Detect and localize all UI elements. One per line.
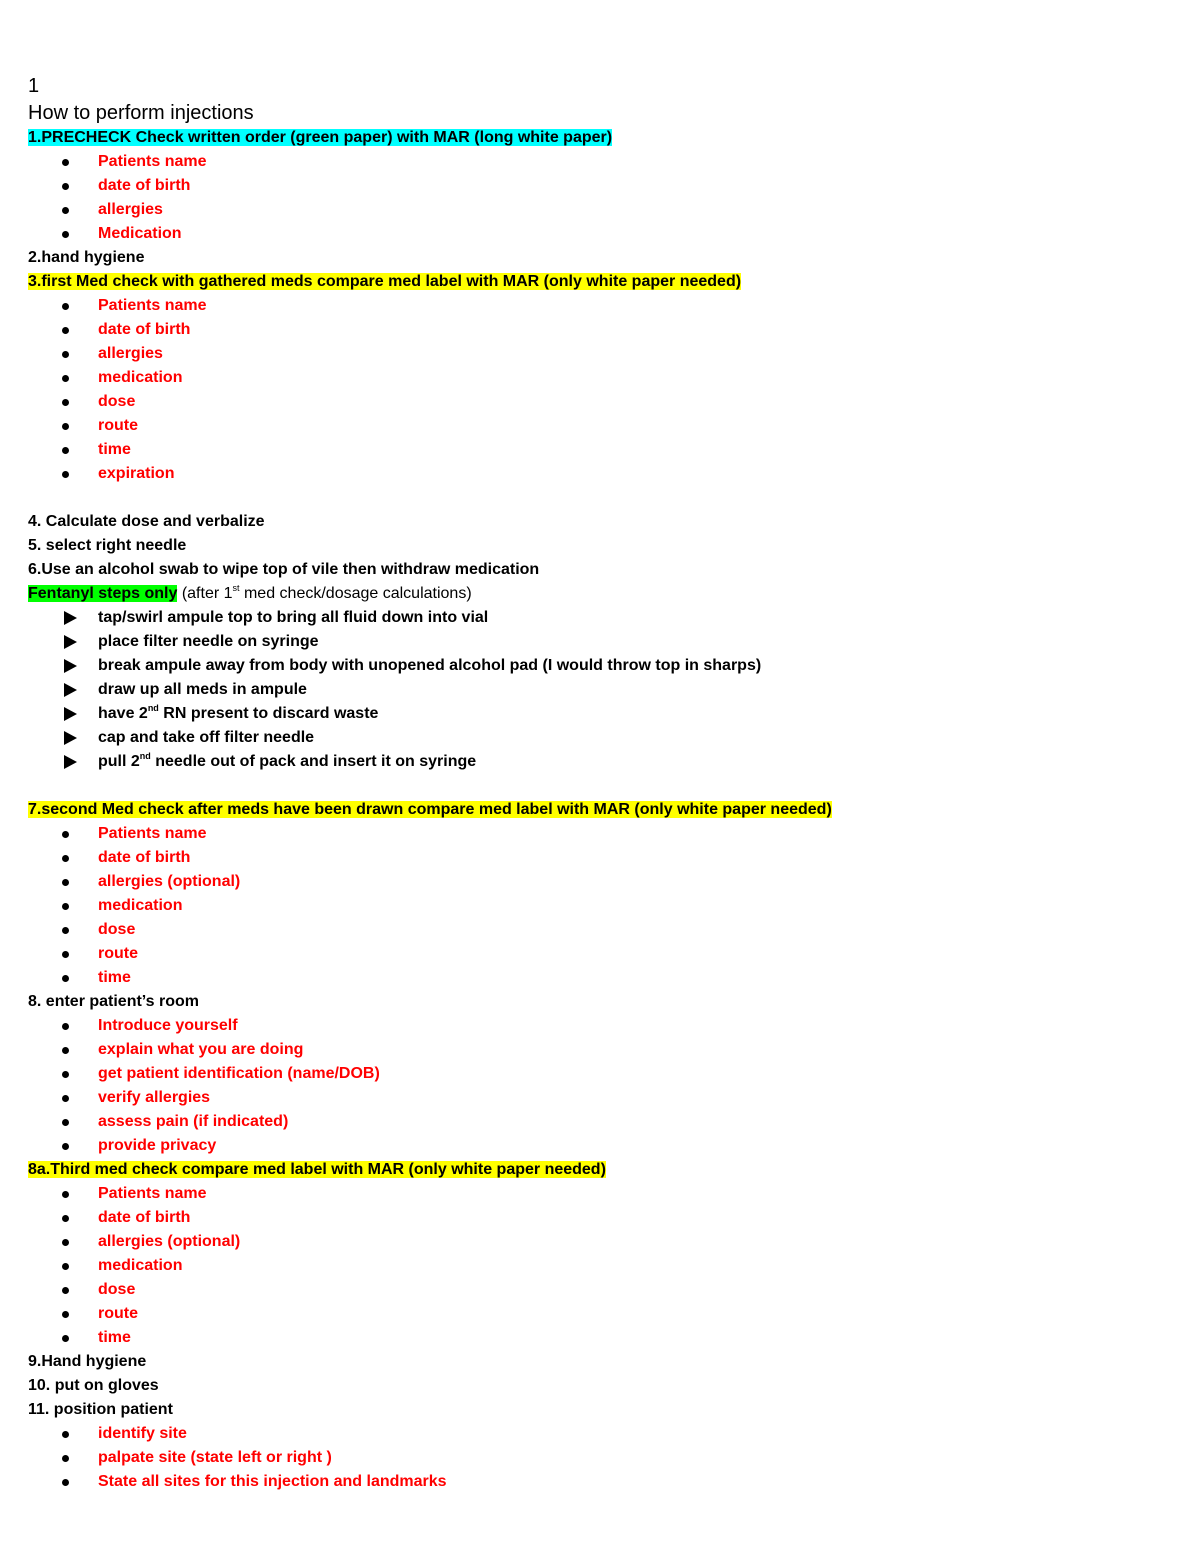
step-10: 10. put on gloves [28,1377,159,1394]
list-item [28,1086,1168,1110]
page-number: 1 [28,75,40,97]
list-item [28,294,1168,318]
step-7-list [28,822,1168,990]
list-item [28,462,1168,486]
list-item-text: allergies (optional) [98,873,241,890]
step-3-list [28,294,1168,486]
list-item-text: assess pain (if indicated) [98,1113,289,1130]
bullet-icon [62,831,69,838]
fentanyl-step-text: have 2 [98,705,148,722]
bullet-icon [62,855,69,862]
fentanyl-step-text: pull 2 [98,753,140,770]
list-item-text: identify site [98,1425,187,1442]
list-item-text: allergies [98,201,163,218]
arrow-bullet-icon [64,611,77,625]
bullet-icon [62,1479,69,1486]
bullet-icon [62,1023,69,1030]
step-4: 4. Calculate dose and verbalize [28,513,265,530]
list-item [28,894,1168,918]
step-8a-list [28,1182,1168,1350]
bullet-icon [62,951,69,958]
bullet-icon [62,1071,69,1078]
list-item [28,342,1168,366]
list-item [28,390,1168,414]
bullet-icon [62,399,69,406]
bullet-icon [62,327,69,334]
fentanyl-step-text: cap and take off filter needle [98,729,315,746]
list-item-text: dose [98,921,136,938]
step-6: 6.Use an alcohol swab to wipe top of vile then withdraw medication [28,561,540,578]
document-body [28,72,1168,1494]
fentanyl-step [28,702,1168,726]
list-item-text: route [98,945,138,962]
arrow-bullet-icon [64,635,77,649]
bullet-icon [62,927,69,934]
list-item-text: dose [98,393,136,410]
bullet-icon [62,1335,69,1342]
list-item [28,1278,1168,1302]
list-item [28,1038,1168,1062]
bullet-icon [62,1143,69,1150]
list-item [28,198,1168,222]
list-item [28,1302,1168,1326]
fentanyl-note-end: med check/dosage calculations) [239,585,472,602]
list-item-text: Patients name [98,825,207,842]
list-item [28,1446,1168,1470]
bullet-icon [62,1263,69,1270]
list-item [28,966,1168,990]
list-item [28,870,1168,894]
list-item [28,942,1168,966]
list-item [28,366,1168,390]
list-item-text: get patient identification (name/DOB) [98,1065,380,1082]
list-item [28,1182,1168,1206]
fentanyl-step-text: draw up all meds in ampule [98,681,307,698]
list-item [28,846,1168,870]
list-item-text: State all sites for this injection and landmarks [98,1473,447,1490]
list-item [28,414,1168,438]
fentanyl-step [28,654,1168,678]
fentanyl-step-text-end: RN present to discard waste [158,705,379,722]
list-item-text: Patients name [98,1185,207,1202]
bullet-icon [62,159,69,166]
step-11-heading: 11. position patient [28,1401,173,1418]
document-title: How to perform injections [28,102,254,124]
fentanyl-step [28,750,1168,774]
bullet-icon [62,975,69,982]
list-item-text: expiration [98,465,175,482]
list-item [28,318,1168,342]
list-item-text: date of birth [98,1209,191,1226]
bullet-icon [62,423,69,430]
step-8-list [28,1014,1168,1158]
fentanyl-step-text: place filter needle on syringe [98,633,319,650]
fentanyl-step-text-end: needle out of pack and insert it on syringe [150,753,477,770]
list-item [28,174,1168,198]
fentanyl-step [28,726,1168,750]
list-item [28,918,1168,942]
blank-line [28,774,1168,798]
list-item [28,1206,1168,1230]
list-item [28,1254,1168,1278]
list-item-text: time [98,441,131,458]
list-item [28,438,1168,462]
bullet-icon [62,1119,69,1126]
bullet-icon [62,1047,69,1054]
list-item-text: medication [98,897,183,914]
list-item-text: palpate site (state left or right ) [98,1449,332,1466]
list-item-text: dose [98,1281,136,1298]
list-item-text: allergies [98,345,163,362]
bullet-icon [62,1311,69,1318]
bullet-icon [62,1215,69,1222]
bullet-icon [62,471,69,478]
fentanyl-heading [28,582,1168,606]
step-3-heading: 3.first Med check with gathered meds compare med label with MAR (only white paper needed) [28,273,742,290]
step-8a-heading: 8a.Third med check compare med label with MAR (only white paper needed) [28,1161,606,1178]
bullet-icon [62,1239,69,1246]
list-item [28,150,1168,174]
list-item-text: medication [98,1257,183,1274]
step-7-heading: 7.second Med check after meds have been drawn compare med label with MAR (only white paper needed) [28,801,832,818]
list-item [28,1134,1168,1158]
list-item [28,1470,1168,1494]
bullet-icon [62,447,69,454]
list-item-text: route [98,1305,138,1322]
step-8-heading: 8. enter patient’s room [28,993,199,1010]
arrow-bullet-icon [64,707,77,721]
list-item-text: date of birth [98,177,191,194]
fentanyl-step [28,678,1168,702]
bullet-icon [62,351,69,358]
fentanyl-note-sup: st [232,583,240,593]
bullet-icon [62,879,69,886]
fentanyl-step [28,630,1168,654]
list-item-text: allergies (optional) [98,1233,241,1250]
bullet-icon [62,903,69,910]
fentanyl-label: Fentanyl steps only [28,585,178,602]
step-11-list [28,1422,1168,1494]
list-item-text: medication [98,369,183,386]
list-item [28,1062,1168,1086]
list-item-text: provide privacy [98,1137,217,1154]
fentanyl-note-start: (after 1 [177,585,233,602]
list-item [28,1014,1168,1038]
bullet-icon [62,1455,69,1462]
bullet-icon [62,231,69,238]
list-item-text: time [98,969,131,986]
list-item [28,1422,1168,1446]
list-item-text: time [98,1329,131,1346]
bullet-icon [62,1191,69,1198]
step-1-list [28,150,1168,246]
list-item-text: verify allergies [98,1089,211,1106]
fentanyl-steps-list [28,606,1168,774]
step-2: 2.hand hygiene [28,249,145,266]
arrow-bullet-icon [64,731,77,745]
list-item-text: date of birth [98,321,191,338]
list-item [28,222,1168,246]
bullet-icon [62,303,69,310]
bullet-icon [62,183,69,190]
bullet-icon [62,1431,69,1438]
list-item [28,1326,1168,1350]
ordinal-suffix: nd [147,703,159,713]
bullet-icon [62,1287,69,1294]
ordinal-suffix: nd [139,751,151,761]
list-item-text: explain what you are doing [98,1041,304,1058]
list-item-text: Introduce yourself [98,1017,238,1034]
step-1-heading: 1.PRECHECK Check written order (green paper) with MAR (long white paper) [28,129,613,146]
arrow-bullet-icon [64,659,77,673]
list-item-text: date of birth [98,849,191,866]
list-item [28,1110,1168,1134]
bullet-icon [62,1095,69,1102]
list-item [28,1230,1168,1254]
fentanyl-step-text: tap/swirl ampule top to bring all fluid down into vial [98,609,489,626]
fentanyl-step-text: break ampule away from body with unopened alcohol pad (I would throw top in sharps) [98,657,762,674]
step-5: 5. select right needle [28,537,187,554]
blank-line [28,486,1168,510]
list-item-text: Patients name [98,297,207,314]
arrow-bullet-icon [64,683,77,697]
fentanyl-step [28,606,1168,630]
step-9: 9.Hand hygiene [28,1353,147,1370]
list-item-text: Patients name [98,153,207,170]
list-item [28,822,1168,846]
list-item-text: Medication [98,225,182,242]
arrow-bullet-icon [64,755,77,769]
bullet-icon [62,207,69,214]
bullet-icon [62,375,69,382]
list-item-text: route [98,417,138,434]
